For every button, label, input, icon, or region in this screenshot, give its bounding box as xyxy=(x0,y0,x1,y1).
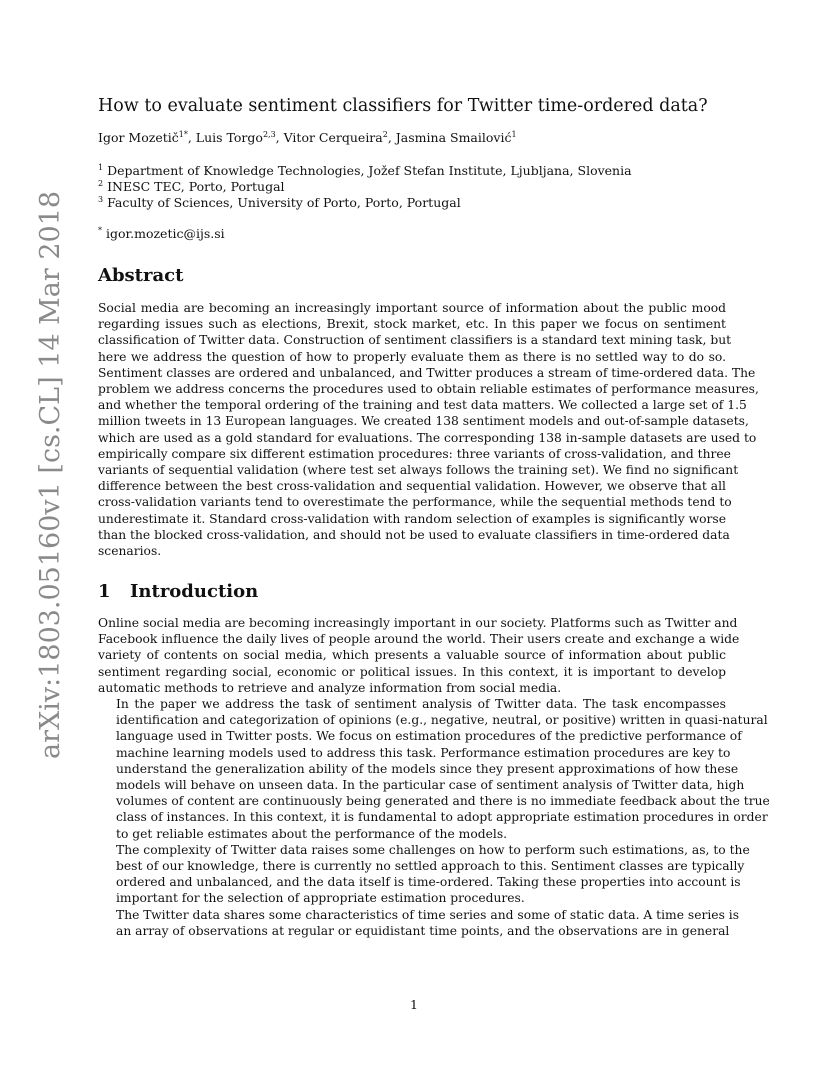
author-affiliation-marker: 2,3 xyxy=(262,130,276,139)
paragraph-line: best of our knowledge, there is currently no settled approach to this. Sentiment classes are typically xyxy=(116,859,745,874)
section-number: 1 xyxy=(98,581,111,602)
paragraph-line: ordered and unbalanced, and the data itself is time-ordered. Taking these properties into account is xyxy=(116,875,741,890)
affiliation-text: Department of Knowledge Technologies, Jožef Stefan Institute, Ljubljana, Slovenia xyxy=(107,163,632,179)
abstract-line: and whether the temporal ordering of the training and test data matters. We collected a large set of 1.5 xyxy=(98,398,747,413)
paragraph-line: automatic methods to retrieve and analyze information from social media. xyxy=(98,680,562,695)
abstract-line: than the blocked cross-validation, and should not be used to evaluate classifiers in time-ordered data xyxy=(98,527,730,542)
affiliation-text: Faculty of Sciences, University of Porto, Porto, Portugal xyxy=(107,195,461,211)
paragraph-line: The Twitter data shares some characteristics of time series and some of static data. A time series is xyxy=(116,907,740,922)
affiliation-marker: 2 xyxy=(98,179,104,188)
affiliation-1 xyxy=(98,163,632,178)
abstract-line: problem we address concerns the procedures used to obtain reliable estimates of performance measures, xyxy=(98,382,759,397)
abstract-line: which are used as a gold standard for evaluations. The corresponding 138 in-sample datasets are used to xyxy=(98,430,757,445)
paragraph xyxy=(98,842,750,907)
paragraph-line: variety of contents on social media, which presents a valuable source of information about public xyxy=(98,648,726,663)
paragraph-line: identification and categorization of opinions (e.g., negative, neutral, or positive) written in quasi-natural xyxy=(116,713,768,728)
affiliation-3 xyxy=(98,195,461,210)
paragraph-line: an array of observations at regular or equidistant time points, and the observations are in general xyxy=(116,923,730,938)
affiliation-marker: 3 xyxy=(98,195,104,204)
email-address: igor.mozetic@ijs.si xyxy=(105,226,225,242)
paragraph-line: volumes of content are continuously being generated and there is no immediate feedback about the true xyxy=(116,794,770,809)
paragraph xyxy=(98,615,740,696)
email-marker: * xyxy=(98,226,102,235)
abstract-line: Social media are becoming an increasingly important source of information about the public mood xyxy=(98,301,726,315)
affiliation-2 xyxy=(98,179,285,194)
corresponding-email xyxy=(98,226,225,241)
paragraph xyxy=(98,907,740,939)
author-affiliation-marker: 1* xyxy=(178,130,188,139)
section-title: Introduction xyxy=(130,581,259,602)
section-heading-introduction xyxy=(98,581,258,602)
author-name: Luis Torgo xyxy=(195,130,263,146)
paragraph-line: sentiment regarding social, economic or political issues. In this context, it is important to develop xyxy=(98,664,726,679)
abstract-line: regarding issues such as elections, Brexit, stock market, etc. In this paper we focus on sentiment xyxy=(98,317,726,332)
abstract-line: Sentiment classes are ordered and unbalanced, and Twitter produces a stream of time-ordered data. The xyxy=(98,365,756,380)
paragraph-line: important for the selection of appropriate estimation procedures. xyxy=(116,891,525,906)
author-name: Vitor Cerqueira xyxy=(283,130,383,146)
abstract-line: here we address the question of how to properly evaluate them as there is no settled way to do so. xyxy=(98,349,726,364)
paragraph xyxy=(98,696,770,842)
abstract-line: million tweets in 13 European languages. We created 138 sentiment models and out-of-sample datasets, xyxy=(98,414,749,429)
arxiv-identifier: arXiv:1803.05160v1 [cs.CL] 14 Mar 2018 xyxy=(35,190,66,759)
abstract-body xyxy=(98,300,759,559)
paragraph-line: machine learning models used to address this task. Performance estimation procedures are key to xyxy=(116,745,731,760)
author-affiliation-marker: 2 xyxy=(382,130,388,139)
paragraph-line: models will behave on unseen data. In the particular case of sentiment analysis of Twitter data, high xyxy=(116,778,745,793)
abstract-line: empirically compare six different estimation procedures: three variants of cross-validation, and three xyxy=(98,446,731,461)
paragraph-line: class of instances. In this context, it is fundamental to adopt appropriate estimation procedures in order xyxy=(116,810,768,825)
author-affiliation-marker: 1 xyxy=(511,130,517,139)
paragraph-line: to get reliable estimates about the performance of the models. xyxy=(116,826,508,841)
author-name: Jasmina Smailović xyxy=(395,130,512,146)
affiliation-marker: 1 xyxy=(98,163,104,172)
abstract-line: cross-validation variants tend to overestimate the performance, while the sequential methods tend to xyxy=(98,495,732,510)
paragraph-line: understand the generalization ability of the models since they present approximations of how these xyxy=(116,761,739,776)
paragraph-line: The complexity of Twitter data raises some challenges on how to perform such estimations, as, to the xyxy=(116,842,750,857)
paragraph-line: language used in Twitter posts. We focus on estimation procedures of the predictive performance of xyxy=(116,729,742,744)
abstract-line: difference between the best cross-validation and sequential validation. However, we observe that all xyxy=(98,479,726,494)
author-name: Igor Mozetič xyxy=(98,130,179,146)
page-number: 1 xyxy=(410,997,418,1012)
paragraph-line: Online social media are becoming increasingly important in our society. Platforms such as Twitter and xyxy=(98,616,738,630)
abstract-line: classification of Twitter data. Construction of sentiment classifiers is a standard text mining task, but xyxy=(98,333,732,348)
affiliation-text: INESC TEC, Porto, Portugal xyxy=(107,179,285,195)
paper-title: How to evaluate sentiment classifiers for Twitter time-ordered data? xyxy=(98,96,708,116)
paragraph-line: In the paper we address the task of sentiment analysis of Twitter data. The task encompasses xyxy=(116,697,726,712)
author-list: Igor Mozetič$^{1*}$, Luis Torgo$^{2,3}$, Vitor Cerqueira$^2$, Jasmina Smailović$^1$ xyxy=(98,130,517,146)
abstract-line: underestimate it. Standard cross-validation with random selection of examples is significantly worse xyxy=(98,511,726,526)
introduction-body xyxy=(98,615,770,939)
abstract-line: variants of sequential validation (where test set always follows the training set). We find no significant xyxy=(98,463,739,478)
abstract-heading: Abstract xyxy=(98,265,184,286)
paragraph-line: Facebook influence the daily lives of people around the world. Their users create and exchange a wide xyxy=(98,632,740,647)
abstract-line: scenarios. xyxy=(98,544,162,559)
